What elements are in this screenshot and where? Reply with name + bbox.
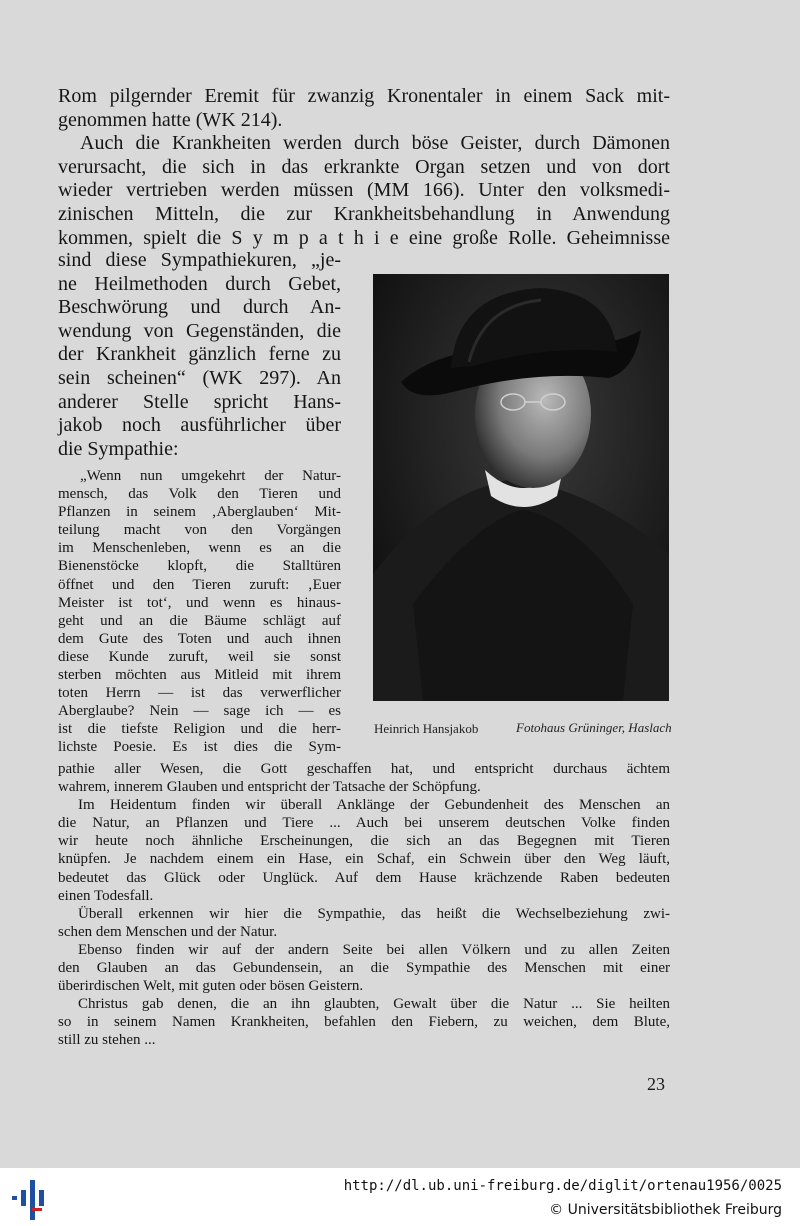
text-line: Bienenstöcke klopft, die Stalltüren [58,558,341,575]
source-url-link[interactable]: http://dl.ub.uni-freiburg.de/diglit/ortenau1956/0025 [343,1178,782,1194]
text-line: Meister ist tot‘, und wenn es hinaus- [58,594,341,611]
text-line: verursacht, die sich in das erkrankte Organ setzen und von dort [58,155,670,178]
main-paragraph-top [58,85,670,250]
text-line: knüpfen. Je nachdem einem ein Hase, ein Schaf, ein Schwein über den Weg läuft, [58,851,670,868]
text-line: ist die tiefste Religion und die herr- [58,721,341,738]
page-number: 23 [647,1074,665,1094]
text-line: die Sympathie: [58,437,179,460]
text-line: wir heute noch ähnliche Erscheinungen, die sich an das Begegnen mit Tieren [58,833,670,850]
lower-paragraphs [58,760,670,1050]
text-line: pathie aller Wesen, die Gott geschaffen hat, und entspricht durchaus ächtem [58,761,670,777]
text-line: Rom pilgernder Eremit für zwanzig Kronentaler in einem Sack mit- [58,85,670,107]
text-line: teilung macht von den Vorgängen [58,522,341,539]
text-line: der Krankheit gänzlich ferne zu [58,343,341,366]
text-line: öffnet und den Tieren zuruft: ‚Euer [58,576,341,593]
text-line: Im Heidentum finden wir überall Anklänge der Gebundenheit des Menschen an [78,797,670,814]
text-line: Ebenso finden wir auf der andern Seite bei allen Völkern und zu allen Zeiten [78,941,670,958]
text-line: Überall erkennen wir hier die Sympathie, das heißt die Wechselbeziehung zwi- [78,905,670,922]
text-line: genommen hatte (WK 214). [58,108,283,131]
text-line: diese Kunde zuruft, weil sie sonst [58,648,341,665]
text-line: kommen, spielt die S y m p a t h i e eine große Rolle. Geheimnisse [58,226,670,249]
text-line: Auch die Krankheiten werden durch böse Geister, durch Dämonen [80,132,670,155]
text-line: Pflanzen in seinem ‚Aberglauben‘ Mit- [58,504,341,521]
text-line: überirdischen Welt, mit guten oder bösen Geistern. [58,978,364,995]
left-column-text [58,249,341,461]
text-line: ne Heilmethoden durch Gebet, [58,272,341,295]
text-line: schen dem Menschen und der Natur. [58,923,278,940]
text-line: zinischen Mitteln, die zur Krankheitsbehandlung in Anwendung [58,202,670,225]
text-line: anderer Stelle spricht Hans- [58,390,341,413]
text-line: wendung von Gegenständen, die [58,319,341,342]
library-logo-icon [12,1180,52,1220]
text-line: still zu stehen ... [58,1032,156,1049]
text-line: toten Herrn — ist das verwerflicher [58,685,341,702]
portrait-photo [373,274,669,701]
text-line: bedeutet das Glück oder Unglück. Auf dem Hause krächzende Raben bedeuten [58,869,670,886]
text-line: einen Todesfall. [58,887,154,904]
text-line: sein scheinen“ (WK 297). An [58,366,341,389]
photo-caption-credit: Fotohaus Grüninger, Haslach [516,720,672,735]
text-line: wahrem, innerem Glauben und entspricht der Tatsache der Schöpfung. [58,779,481,796]
text-line: lichste Poesie. Es ist dies die Sym- [58,739,341,756]
text-line: sind diese Sympathiekuren, „je- [58,249,341,271]
text-line: geht und an die Bäume schlägt auf [58,612,341,629]
copyright-text: © Universitätsbibliothek Freiburg [549,1202,782,1218]
text-line: Aberglaube? Nein — sage ich — es [58,703,341,720]
text-line: Beschwörung und durch An- [58,296,341,319]
photo-caption-subject: Heinrich Hansjakob [374,721,479,736]
quote-column-text [58,467,341,757]
text-line: so in seinem Namen Krankheiten, befahlen den Fiebern, zu weichen, dem Blute, [58,1014,670,1031]
text-line: sterben möchten aus Mitleid mit ihrem [58,667,341,684]
text-line: wieder vertrieben werden müssen (MM 166). Unter den volksmedi- [58,179,670,202]
text-line: die Natur, an Pflanzen und Tiere ... Auch bei unserem deutschen Volke finden [58,815,670,832]
text-line: im Menschenleben, wenn es an die [58,540,341,557]
text-line: mensch, das Volk den Tieren und [58,486,341,503]
text-line: „Wenn nun umgekehrt der Natur- [80,468,341,484]
text-line: den Glauben an das Gebundensein, an die Sympathie des Menschen mit einer [58,960,670,977]
footer-bar [0,1168,800,1226]
text-line: dem Gute des Toten und auch ihnen [58,630,341,647]
text-line: Christus gab denen, die an ihn glaubten, Gewalt über die Natur ... Sie heilten [78,996,670,1013]
text-line: jakob noch ausführlicher über [58,414,341,437]
